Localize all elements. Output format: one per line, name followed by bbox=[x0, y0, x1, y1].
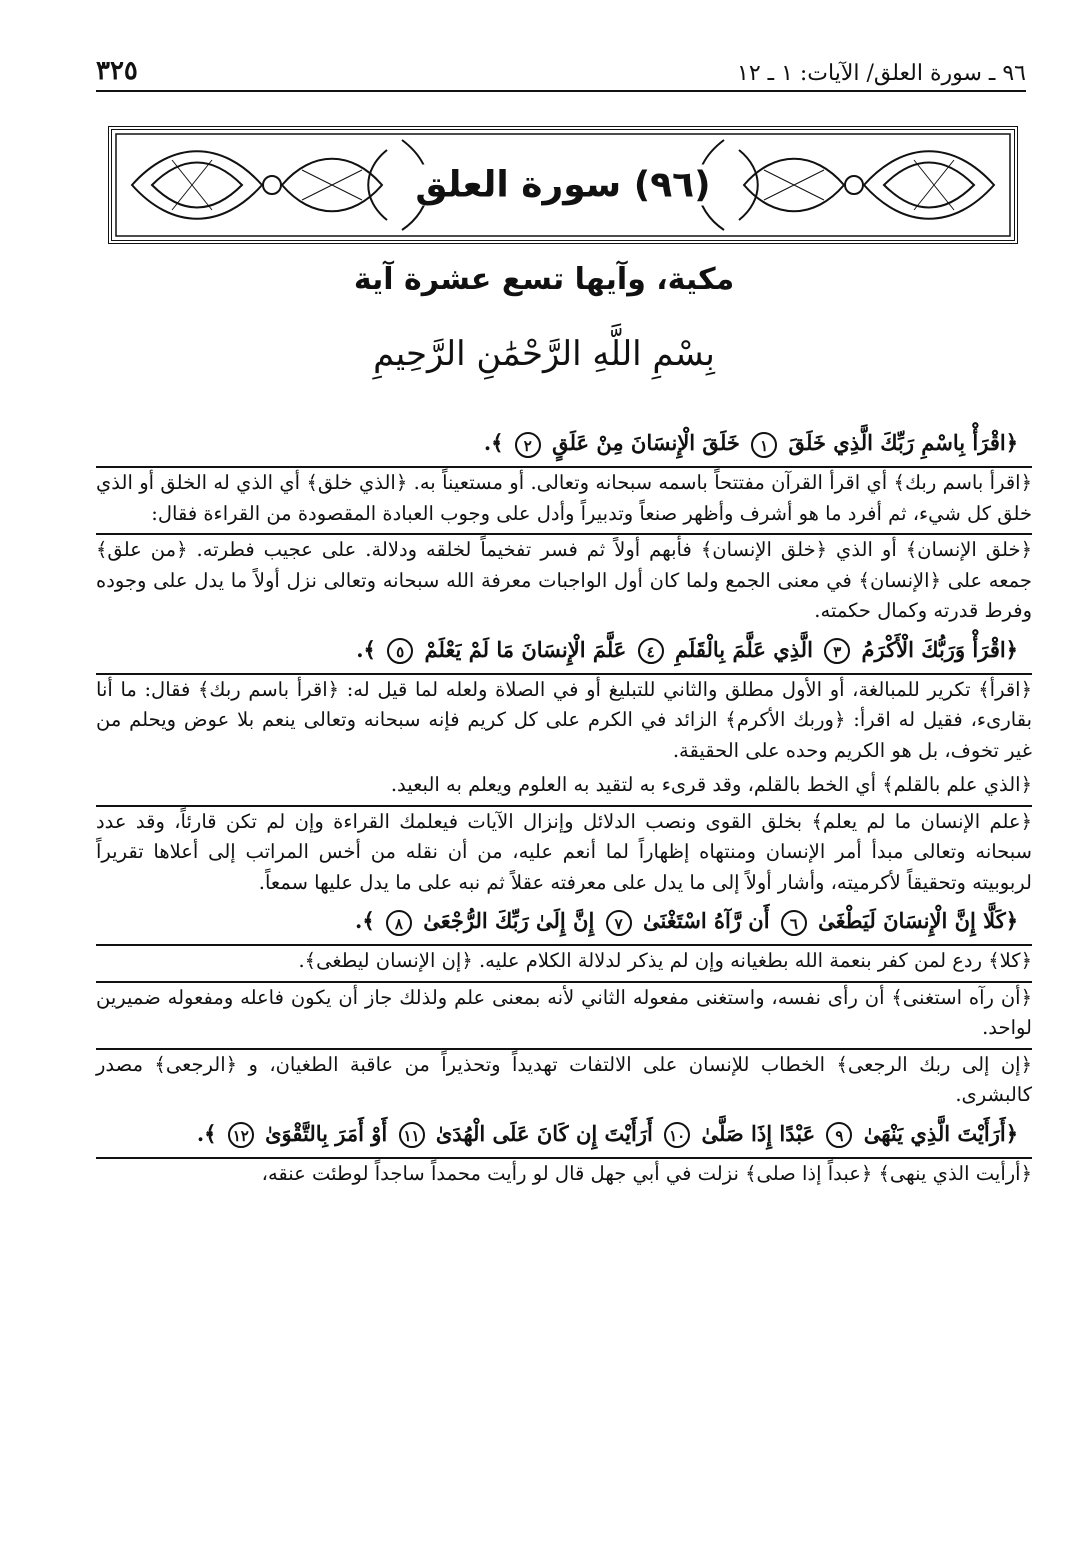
commentary-paragraph: ﴿اقرأ باسم ربك﴾ أي اقرأ القرآن مفتتحاً باسمه سبحانه وتعالى. أو مستعيناً به. ﴿الذي خلق﴾ أي الذي له الخلق أو الذي خلق كل شيء، ثم أفرد ما هو أشرف وأظهر صنعاً وتدبيراً وأدل على وجوب العبادة المقصودة من القراءة فقال: bbox=[96, 466, 1032, 529]
basmala: بِسْمِ اللَّهِ الرَّحْمَٰنِ الرَّحِيمِ bbox=[373, 334, 715, 374]
verse-line-1 bbox=[96, 424, 1032, 462]
verse-line-2 bbox=[96, 631, 1032, 669]
surah-title: (٩٦) سورة العلق bbox=[401, 165, 724, 206]
verse-number-icon: ٢ bbox=[515, 432, 541, 458]
verse-text: عَبْدًا إِذَا صَلَّىٰ bbox=[701, 1120, 816, 1146]
verse-text: ﴿أَرَأَيْتَ الَّذِي يَنْهَىٰ bbox=[863, 1120, 1018, 1146]
verse-text: عَلَّمَ الْإِنسَانَ مَا لَمْ يَعْلَمْ bbox=[424, 636, 627, 662]
verse-number-icon: ١٢ bbox=[228, 1122, 254, 1148]
verse-number-icon: ٤ bbox=[638, 638, 664, 664]
verse-line-3 bbox=[96, 902, 1032, 940]
verse-text: إِنَّ إِلَىٰ رَبِّكَ الرُّجْعَىٰ bbox=[423, 908, 595, 933]
main-text bbox=[96, 422, 1032, 1193]
page-number: ٣٢٥ bbox=[96, 56, 138, 86]
commentary-paragraph: ﴿اقرأ﴾ تكرير للمبالغة، أو الأول مطلق والثاني للتبليغ أو في الصلاة ولعله لما قيل له: ﴿اقرأ باسم ربك﴾ فقال: ما أنا بقارىء، فقيل له اقرأ: ﴿وربك الأكرم﴾ الزائد في الكرم على كل كريم فإنه سبحانه وتعالى ينعم بلا عوض ويحلم من غير تخوف، بل هو الكريم وحده على الحقيقة. bbox=[96, 673, 1032, 767]
verse-text: خَلَقَ الْإِنسَانَ مِنْ عَلَقٍ bbox=[552, 430, 740, 455]
verse-number-icon: ١١ bbox=[399, 1122, 425, 1148]
running-title: ٩٦ ـ سورة العلق/ الآيات: ١ ـ ١٢ bbox=[737, 61, 1026, 86]
verse-number-icon: ١٠ bbox=[664, 1122, 690, 1148]
verse-text: أَرَأَيْتَ إِن كَانَ عَلَى الْهُدَىٰ bbox=[435, 1120, 653, 1146]
commentary-paragraph: ﴿علم الإنسان ما لم يعلم﴾ بخلق القوى ونصب الدلائل وإنزال الآيات فيعلمك القراءة وإن لم تكن قارئاً، وقد عدد سبحانه وتعالى مبدأ أمر الإنسان ومنتهاه إظهاراً لما أنعم عليه، من أن نقله من أخس المراتب إلى أعلاها تقريراً لربوبيته وتحقيقاً لأكرميته، وأشار أولاً إلى ما يدل على معرفته عقلاً ثم نبه على ما يدل عليها سمعاً. bbox=[96, 805, 1032, 899]
verse-number-icon: ٨ bbox=[386, 910, 412, 936]
verse-number-icon: ٥ bbox=[387, 638, 413, 664]
commentary-paragraph: ﴿أن رآه استغنى﴾ أن رأى نفسه، واستغنى مفعوله الثاني لأنه بمعنى علم ولذلك جاز أن يكون فاعله ومفعوله ضميرين لواحد. bbox=[96, 981, 1032, 1044]
verse-close: ﴾. bbox=[483, 430, 504, 455]
commentary-paragraph: ﴿إن إلى ربك الرجعى﴾ الخطاب للإنسان على الالتفات تهديداً وتحذيراً من عاقبة الطغيان، و ﴿الرجعى﴾ مصدر كالبشرى. bbox=[96, 1048, 1032, 1111]
commentary-paragraph: ﴿خلق الإنسان﴾ أو الذي ﴿خلق الإنسان﴾ فأبهم أولاً ثم فسر تفخيماً لخلقه ودلالة. على عجيب فطرته. ﴿من علق﴾ جمعه على ﴿الإنسان﴾ في معنى الجمع ولما كان أول الواجبات معرفة الله سبحانه وتعالى نزل أولاً ما يدل على وجوده وفرط قدرته وكمال حكمته. bbox=[96, 533, 1032, 627]
verse-text: ﴿اقْرَأْ بِاسْمِ رَبِّكَ الَّذِي خَلَقَ bbox=[788, 430, 1018, 455]
verse-number-icon: ٧ bbox=[606, 910, 632, 936]
verse-text: أَن رَّآهُ اسْتَغْنَىٰ bbox=[642, 908, 770, 933]
verse-close: ﴾. bbox=[355, 908, 375, 933]
running-header bbox=[96, 46, 1026, 92]
verse-line-4 bbox=[96, 1115, 1032, 1153]
verse-text: أَوْ أَمَرَ بِالتَّقْوَىٰ bbox=[265, 1120, 388, 1146]
verse-number-icon: ٩ bbox=[826, 1122, 852, 1148]
surah-banner bbox=[108, 126, 1018, 244]
verse-number-icon: ١ bbox=[751, 432, 777, 458]
verse-text: الَّذِي عَلَّمَ بِالْقَلَمِ bbox=[674, 636, 813, 662]
commentary-paragraph: ﴿أرأيت الذي ينهى﴾ ﴿عبداً إذا صلى﴾ نزلت في أبي جهل قال لو رأيت محمداً ساجداً لوطئت عنقه، bbox=[96, 1157, 1032, 1190]
commentary-paragraph: ﴿كلا﴾ ردع لمن كفر بنعمة الله بطغيانه وإن لم يذكر لدلالة الكلام عليه. ﴿إن الإنسان ليطغى﴾. bbox=[96, 944, 1032, 977]
verse-text: ﴿اقْرَأْ وَرَبُّكَ الْأَكْرَمُ bbox=[861, 636, 1018, 662]
verse-close: ﴾. bbox=[356, 636, 376, 662]
verse-number-icon: ٦ bbox=[781, 910, 807, 936]
surah-subtitle: مكية، وآيها تسع عشرة آية bbox=[353, 262, 735, 297]
verse-text: ﴿كَلَّا إِنَّ الْإِنسَانَ لَيَطْغَىٰ bbox=[818, 908, 1018, 933]
verse-number-icon: ٣ bbox=[824, 638, 850, 664]
commentary-paragraph: ﴿الذي علم بالقلم﴾ أي الخط بالقلم، وقد قرىء به لتقيد به العلوم ويعلم به البعيد. bbox=[390, 773, 1032, 796]
verse-close: ﴾. bbox=[196, 1120, 217, 1146]
